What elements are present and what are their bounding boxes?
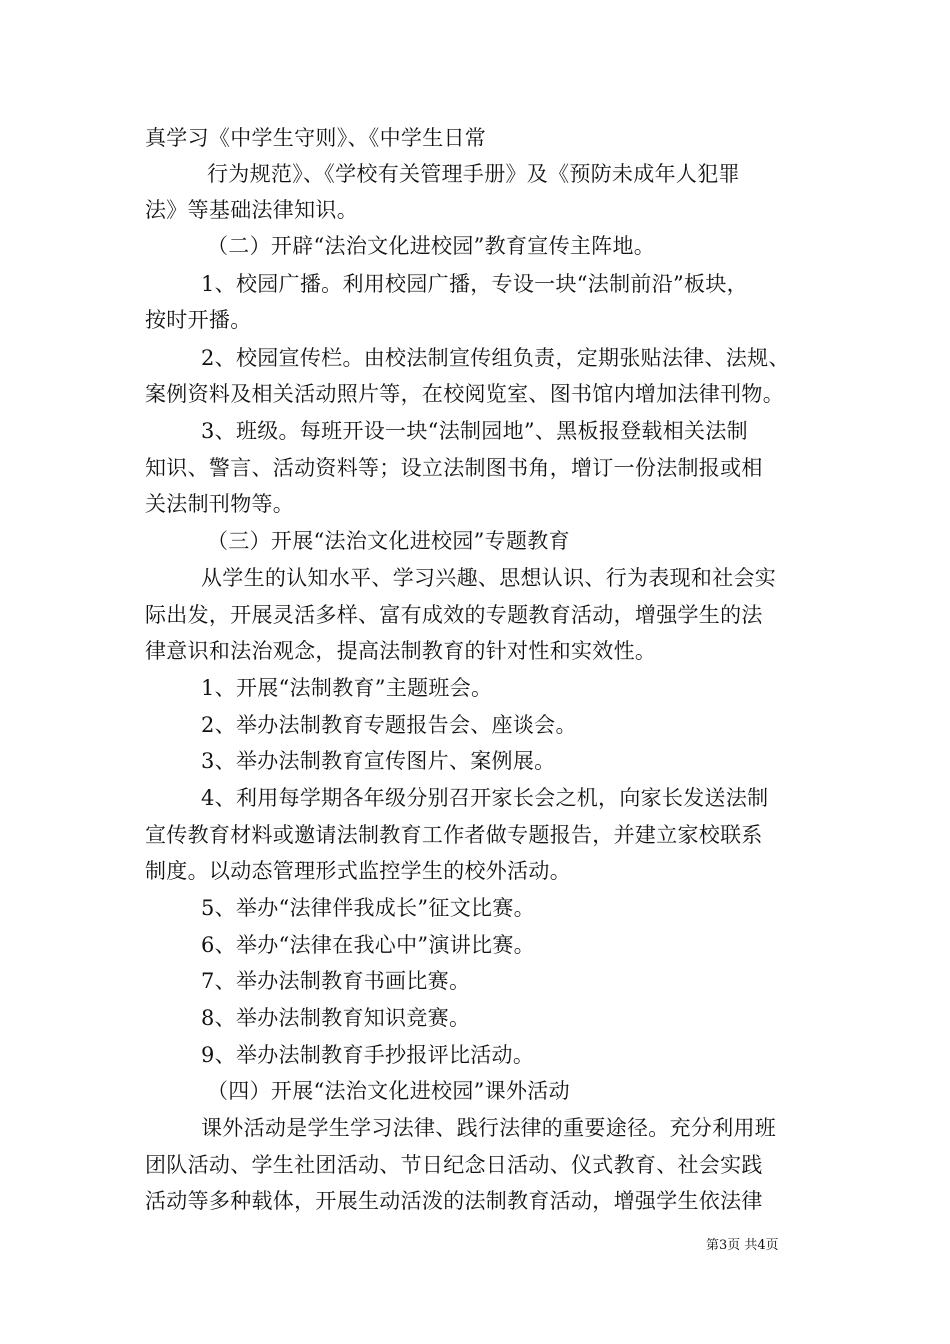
text-line: 从学生的认知水平、学习兴趣、思想认识、行为表现和社会实 <box>201 566 777 590</box>
list-item: 5、举办“法律伴我成长”征文比赛。 <box>201 896 535 920</box>
text-line: 2、校园宣传栏。由校法制宣传组负责，定期张贴法律、法规、 <box>201 346 790 370</box>
text-line: 按时开播。 <box>145 308 252 332</box>
text-line: 关法制刊物等。 <box>145 492 295 516</box>
text-line: 案例资料及相关活动照片等，在校阅览室、图书馆内增加法律刊物。 <box>145 382 784 406</box>
text-line: 制度。以动态管理形式监控学生的校外活动。 <box>145 859 571 883</box>
section-heading: （二）开辟“法治文化进校园”教育宣传主阵地。 <box>207 234 656 258</box>
list-item: 6、举办“法律在我心中”演讲比赛。 <box>201 933 535 957</box>
text-line: 律意识和法治观念，提高法制教育的针对性和实效性。 <box>145 639 657 663</box>
page-number: 第3页 共4页 <box>706 1238 779 1253</box>
text-line: 活动等多种载体，开展生动活泼的法制教育活动，增强学生依法律 <box>145 1189 763 1213</box>
text-line: 行为规范》、《学校有关管理手册》及《预防未成年人犯罪 <box>207 162 740 186</box>
text-line: 课外活动是学生学习法律、践行法律的重要途径。充分利用班 <box>201 1116 777 1140</box>
list-item: 8、举办法制教育知识竞赛。 <box>201 1006 471 1030</box>
list-item: 2、举办法制教育专题报告会、座谈会。 <box>201 713 577 737</box>
text-line: 团队活动、学生社团活动、节日纪念日活动、仪式教育、社会实践 <box>145 1153 763 1177</box>
list-item: 7、举办法制教育书画比赛。 <box>201 969 471 993</box>
list-item: 9、举办法制教育手抄报评比活动。 <box>201 1043 535 1067</box>
list-item: 3、举办法制教育宣传图片、案例展。 <box>201 749 556 773</box>
text-line: 知识、警言、活动资料等；设立法制图书角，增订一份法制报或相 <box>145 456 763 480</box>
text-line: 真学习《中学生守则》、《中学生日常 <box>145 126 487 150</box>
list-item: 1、开展“法制教育”主题班会。 <box>201 676 493 700</box>
text-line: 宣传教育材料或邀请法制教育工作者做专题报告，并建立家校联系 <box>145 823 763 847</box>
section-heading: （三）开展“法治文化进校园”专题教育 <box>207 529 570 553</box>
text-line: 1、校园广播。利用校园广播，专设一块“法制前沿”板块， <box>201 272 748 296</box>
text-line: 法》等基础法律知识。 <box>145 198 358 222</box>
list-item: 4、利用每学期各年级分别召开家长会之机，向家长发送法制 <box>201 786 769 810</box>
text-line: 3、班级。每班开设一块“法制园地”、黑板报登载相关法制 <box>201 419 748 443</box>
text-line: 际出发，开展灵活多样、富有成效的专题教育活动，增强学生的法 <box>145 603 763 627</box>
section-heading: （四）开展“法治文化进校园”课外活动 <box>207 1079 570 1103</box>
